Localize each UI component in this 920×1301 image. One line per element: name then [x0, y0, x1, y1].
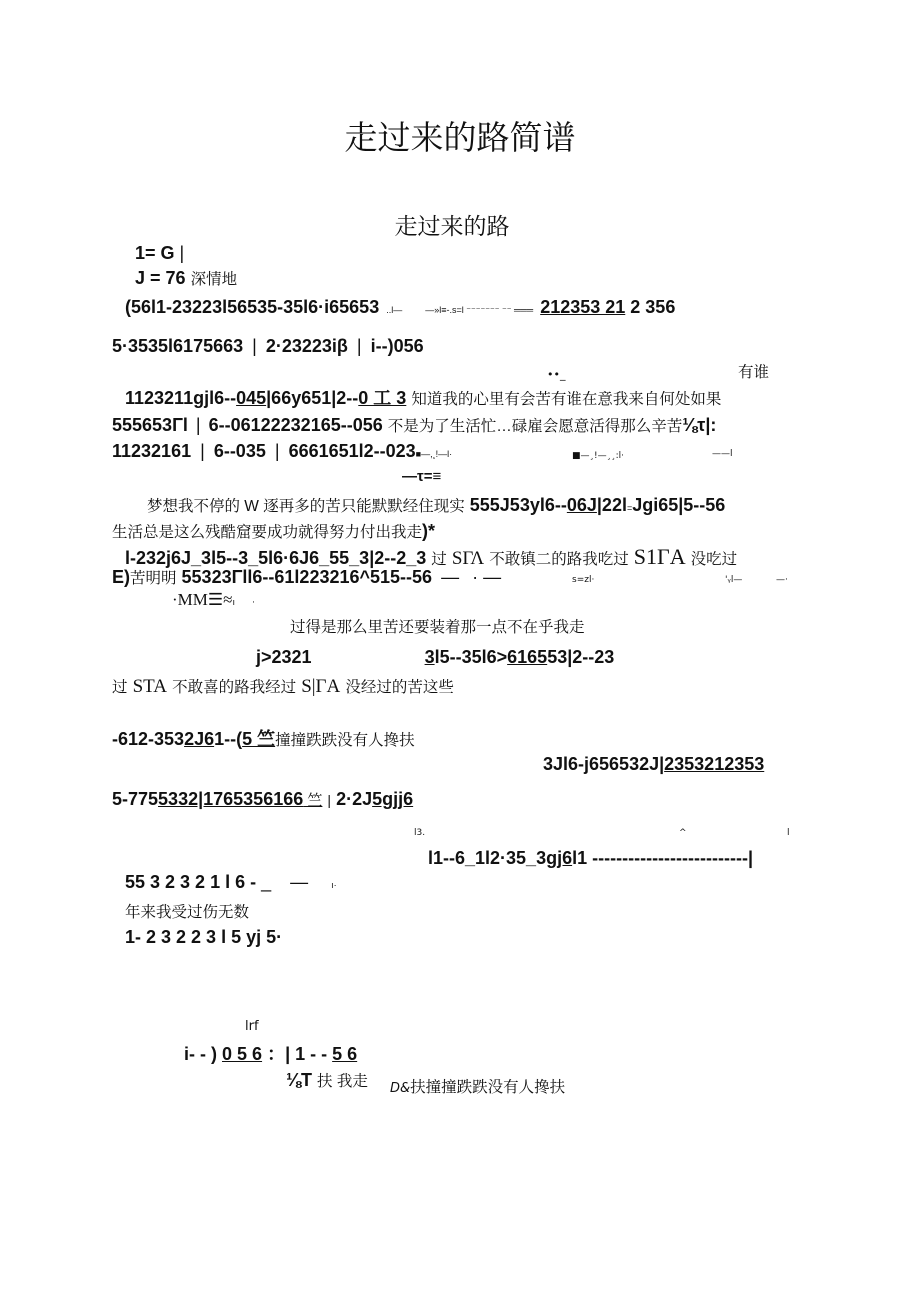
ocr-glyphs: S|ΓA [301, 676, 341, 697]
score-line-23: 1- 2 3 2 2 3 l 5 yj 5· [125, 927, 283, 947]
notation: 5·3535l6175663 [112, 336, 244, 356]
tempo: J = 76 [135, 268, 186, 288]
notation-underlined: gj [193, 388, 210, 408]
notation: l-232j6J_3l5--3_5l6·6J6_55_3|2--2_3 [125, 548, 427, 568]
notation-underlined: 0 5 6 [222, 1044, 263, 1064]
notation: |22l [596, 495, 627, 515]
scan-noise: ••_ [547, 368, 566, 381]
lyric-line: 年来我受过伤无数 [125, 903, 250, 921]
score-line-16 [112, 729, 415, 750]
lyric: 撞撞跌跌没有人搀扶 [275, 732, 415, 749]
tempo-line [135, 268, 237, 289]
ocr-glyphs: ·MM☰≈ [172, 590, 233, 609]
lyric: 苦明明 [130, 570, 177, 587]
notation: -612-353 [112, 729, 185, 749]
notation: 555J53yl6-- [469, 495, 567, 515]
score-line-20 [428, 848, 753, 869]
lyric: 扶撞撞跌跌没有人搀扶 [410, 1078, 566, 1096]
scan-noise: ^ [679, 828, 687, 838]
notation-underlined: 5332|1765356166 [158, 789, 304, 809]
lyric-line: 过得是那么里苦还要装着那一点不在乎我走 [290, 618, 585, 636]
score-line-4 [125, 388, 721, 409]
notation: 2·2J [336, 789, 373, 809]
key-text: 1= G [135, 243, 175, 263]
notation-underlined: 5gjj6 [372, 789, 414, 809]
scan-noise: ı [232, 598, 235, 608]
scan-noise: · [252, 598, 255, 608]
ocr-glyphs: D& [390, 1081, 411, 1096]
notation-underlined: gj6 [546, 848, 573, 868]
lyric: 不是为了生活忙…碌雇会愿意活得那么辛苦 [387, 418, 683, 435]
scan-noise: l [787, 828, 790, 838]
notation-underlined: 0 工 3 [358, 388, 407, 408]
key-signature [135, 243, 184, 264]
notation: 2 356 [625, 297, 676, 317]
notation: 3Jl6-j656532J| [543, 754, 665, 774]
song-title: 走过来的路 [394, 214, 510, 240]
notation: 竺 [303, 792, 323, 809]
notation: 53|2--23 [547, 647, 615, 667]
score-line-8 [147, 495, 725, 516]
notation: l6-- [209, 388, 237, 408]
lyric: 不敢喜的路我经过 [172, 678, 297, 696]
lyric: 过 [112, 678, 128, 696]
notation: 55 3 2 3 2 1 l 6 - [125, 872, 257, 892]
lyric: 没吃过 [690, 551, 738, 568]
notation: 5-775 [112, 789, 159, 809]
scan-noise: ..l— [386, 305, 403, 315]
score-line-2 [112, 336, 424, 357]
scan-noise: ■—,¸!—l· [415, 449, 453, 459]
score-line-7: —τ=≡ [402, 468, 442, 485]
score-line-11 [112, 567, 501, 588]
notation: l1--6_1l2·35_3 [428, 848, 547, 868]
barline: | [356, 336, 362, 356]
notation-underlined: 2353212353 [664, 754, 765, 774]
score-line-17 [543, 754, 764, 775]
lyric-line-15 [112, 676, 454, 698]
notation: ⅛T [286, 1070, 313, 1090]
notation: 6661651l2--023 [288, 441, 416, 461]
lyric: 有谁 [738, 363, 770, 381]
lyric: 扶 我走 [317, 1073, 368, 1090]
notation: l5--35l6> [434, 647, 508, 667]
notation-underlined: 3 [424, 647, 435, 667]
scan-noise: s=zl· [572, 575, 595, 585]
notation: 55323Γll6--61l223216^515--56 [181, 567, 433, 587]
expression-mark: 深情地 [190, 271, 238, 288]
ocr-glyphs: SΓΛ [451, 548, 485, 569]
barline: | [200, 441, 205, 461]
notation: i- - ) [184, 1044, 217, 1064]
lyric: 过 [431, 551, 447, 568]
notation-underlined: 6165 [507, 647, 548, 667]
notation: Jgi65|5--56 [632, 495, 726, 515]
dash: — [441, 567, 460, 587]
score-line-12 [172, 590, 255, 610]
barline: | [327, 792, 332, 808]
ocr-glyphs: STA [132, 676, 167, 697]
score-line-14 [256, 647, 614, 668]
notation: l1 --------------------------| [572, 848, 754, 868]
notation: 6--035 [213, 441, 266, 461]
score-line-1 [125, 297, 675, 318]
notation: i--)056 [370, 336, 424, 356]
lyric-line [390, 1079, 565, 1097]
ocr-glyphs: S1ΓA [633, 544, 686, 569]
notation: 11232161 [112, 441, 192, 461]
scan-noise: l3. [414, 828, 426, 838]
notation-underlined: 2J6 [184, 729, 215, 749]
notation: ⅛τ|: [682, 415, 717, 435]
key-bar: | [179, 243, 185, 263]
lyric: 生活总是这么残酷窟要成功就得努力付出我走 [112, 524, 423, 541]
document-title: 走过来的路简谱 [344, 118, 576, 157]
notation-underlined: 5 6 [332, 1044, 358, 1064]
notation: 2·23223iβ [265, 336, 348, 356]
scan-noise: ■—¸!—¸¸:l· [572, 451, 625, 461]
lyric: 不敢镇二的路我吃过 [489, 551, 629, 568]
dash: — [290, 872, 309, 892]
notation: 1123211 [125, 388, 194, 408]
notation: ：| 1 - - [267, 1044, 328, 1064]
score-line-24: lrf [245, 1019, 259, 1034]
notation: 555653Γl [112, 415, 188, 435]
score-line-6 [112, 441, 452, 462]
scan-noise: —· [776, 575, 788, 585]
notation: |66y651|2-- [266, 388, 359, 408]
scan-noise: ——l [712, 449, 733, 459]
barline: | [195, 415, 201, 435]
lyric: 知道我的心里有会苦有谁在意我来自何处如果 [411, 391, 722, 408]
notation-underlined: 06J [566, 495, 597, 515]
score-line-18 [112, 789, 413, 810]
score-line-9 [112, 521, 435, 542]
lyric: 没经过的苦这些 [345, 678, 454, 696]
notation-underlined: 5 竺 [242, 729, 276, 749]
lyric: 梦想我不停的 W 逐再多的苦只能默默经住现实 [147, 498, 465, 515]
scan-noise: = [626, 503, 633, 513]
notation-underlined: 212353 21 [540, 297, 626, 317]
notation: 6--06122232165--056 [208, 415, 383, 435]
scan-noise: ı· [331, 880, 337, 890]
notation-underlined: 045 [236, 388, 267, 408]
notation: j>2321 [256, 647, 312, 667]
dash: _ [261, 872, 272, 892]
scan-noise: —»l≡-.s=l ⁻⁻⁻⁻⁻⁻⁻ ⁻⁻ ═══ [425, 305, 534, 315]
barline: | [252, 336, 257, 356]
barline: | [274, 441, 280, 461]
score-line-5 [112, 415, 716, 436]
notation: )* [422, 521, 436, 541]
score-line-26 [286, 1070, 368, 1091]
notation: E) [112, 567, 130, 587]
scan-noise: 'ᵧl— [725, 575, 743, 585]
score-line-10 [125, 544, 737, 570]
score-line-25 [184, 1044, 357, 1065]
notation: 1--( [214, 729, 243, 749]
dash: · — [472, 567, 502, 587]
notation: (56l1-23223l56535-35l6·i65653 [125, 297, 380, 317]
score-line-21 [125, 872, 337, 893]
